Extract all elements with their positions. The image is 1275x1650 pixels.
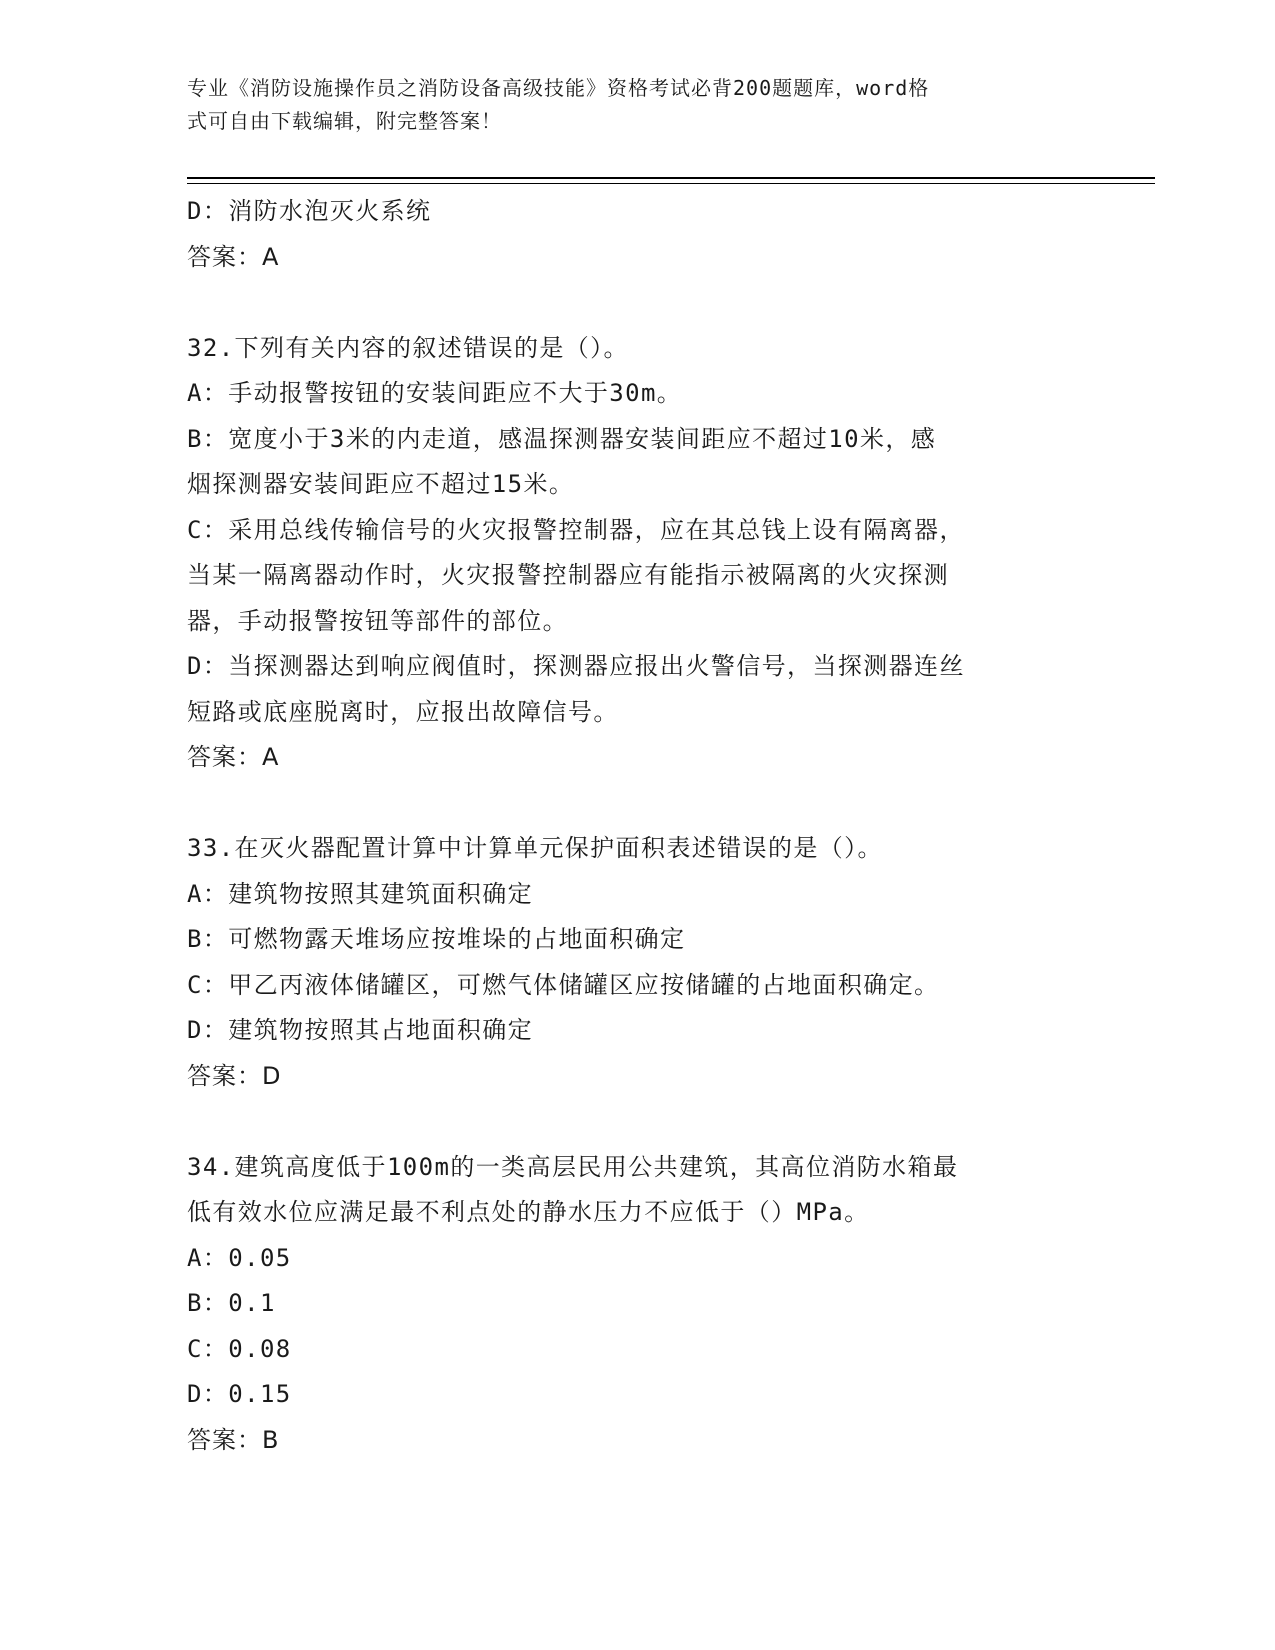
option-d-line-1: D：当探测器达到响应阀值时，探测器应报出火警信号，当探测器连丝 [187,652,965,680]
option-b-line-2: 烟探测器安装间距应不超过15米。 [187,470,575,498]
header-rule-thick [187,177,1155,179]
option-b: B：可燃物露天堆场应按堆垛的占地面积确定 [187,925,686,953]
option-c-line-3: 器，手动报警按钮等部件的部位。 [187,606,568,635]
option-c-line-1: C：采用总线传输信号的火灾报警控制器，应在其总钱上设有隔离器， [187,515,965,544]
option-b: B：0.1 [187,1289,276,1317]
question-32 [187,326,1087,781]
spacer [187,1099,1087,1145]
answer-line: 答案：D [187,1061,282,1090]
question-content [187,189,1087,1463]
question-stem-line-1: 34.建筑高度低于100m的一类高层民用公共建筑，其高位消防水箱最 [187,1152,959,1181]
header-title-line-2: 式可自由下载编辑，附完整答案！ [187,109,502,133]
spacer [187,781,1087,827]
answer-line: 答案：B [187,1425,280,1454]
option-c: C：0.08 [187,1334,292,1363]
header-rule-thin [187,183,1155,184]
spacer [187,280,1087,326]
option-a: A：手动报警按钮的安装间距应不大于30m。 [187,379,683,407]
document-header [187,72,1067,138]
question-31-tail [187,189,1087,280]
option-c-line-2: 当某一隔离器动作时，火灾报警控制器应有能指示被隔离的火灾探测 [187,561,949,589]
question-stem-line-2: 低有效水位应满足最不利点处的静水压力不应低于（）MPa。 [187,1198,870,1226]
question-34 [187,1145,1087,1464]
option-d: D：建筑物按照其占地面积确定 [187,1016,534,1044]
answer-line: 答案：A [187,743,280,771]
option-d: D：消防水泡灭火系统 [187,197,432,225]
question-33 [187,826,1087,1099]
question-stem: 33.在灭火器配置计算中计算单元保护面积表述错误的是（）。 [187,834,883,862]
option-b-line-1: B：宽度小于3米的内走道，感温探测器安装间距应不超过10米，感 [187,424,937,453]
question-stem: 32.下列有关内容的叙述错误的是（）。 [187,333,629,362]
option-d: D：0.15 [187,1380,292,1408]
option-a: A：0.05 [187,1243,292,1272]
option-c: C：甲乙丙液体储罐区，可燃气体储罐区应按储罐的占地面积确定。 [187,970,940,999]
option-d-line-2: 短路或底座脱离时，应报出故障信号。 [187,697,619,726]
answer-line: 答案：A [187,242,280,271]
option-a: A：建筑物按照其建筑面积确定 [187,879,534,908]
header-title-line-1: 专业《消防设施操作员之消防设备高级技能》资格考试必背200题题库，word格 [187,76,930,100]
